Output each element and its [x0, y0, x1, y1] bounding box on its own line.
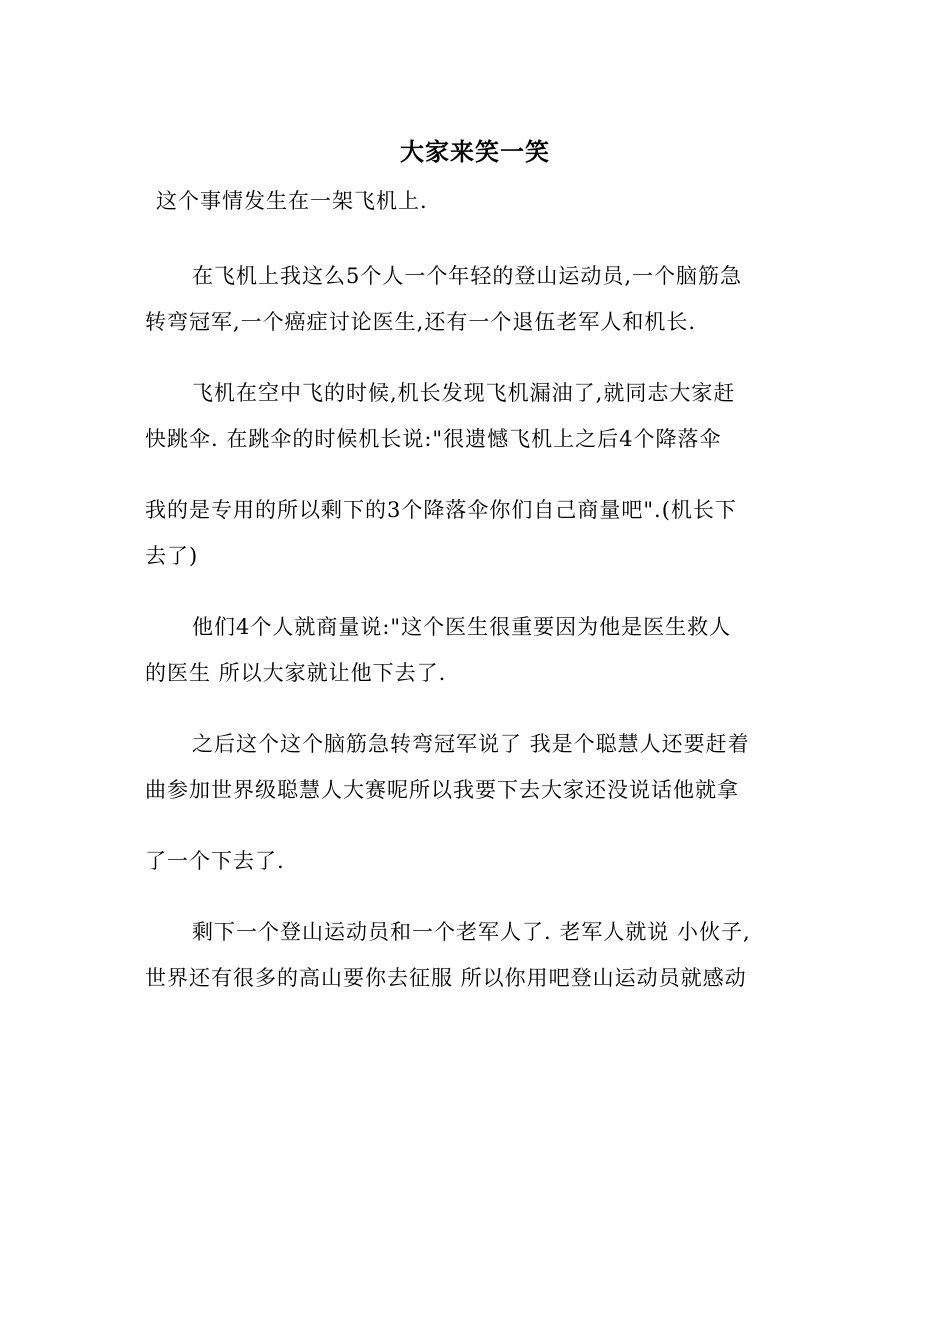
- text-line: 去了): [145, 544, 199, 568]
- text-line: 之后这个这个脑筋急转弯冠军说了 我是个聪慧人还要赶着: [192, 732, 750, 756]
- document-body: [145, 253, 809, 1001]
- text-line: 转弯冠军,一个癌症讨论医生,还有一个退伍老军人和机长.: [145, 310, 697, 334]
- text-line: 快跳伞. 在跳伞的时候机长说:"很遗憾飞机上之后4个降落伞: [145, 427, 722, 451]
- text-line: 他们4个人就商量说:"这个医生很重要因为他是医生救人: [192, 615, 732, 639]
- text-line: 我的是专用的所以剩下的3个降落伞你们自己商量吧".(机长下: [145, 498, 737, 522]
- intro-line: 这个事情发生在一架飞机上.: [156, 189, 428, 213]
- text-line: 飞机在空中飞的时候,机长发现飞机漏油了,就同志大家赶: [192, 381, 736, 405]
- paragraph: [145, 909, 809, 1001]
- paragraph: [145, 604, 809, 696]
- paragraph: [145, 721, 809, 884]
- text-line: 曲参加世界级聪慧人大赛呢所以我要下去大家还没说话他就拿: [145, 778, 739, 802]
- text-line: 的医生 所以大家就让他下去了.: [145, 661, 447, 685]
- document-title: 大家来笑一笑: [400, 138, 550, 166]
- text-line: 剩下一个登山运动员和一个老军人了. 老军人就说 小伙子,: [192, 920, 751, 944]
- text-line: 了一个下去了.: [145, 849, 285, 873]
- paragraph: [145, 253, 809, 345]
- paragraph: [145, 370, 809, 579]
- text-line: 世界还有很多的高山要你去征服 所以你用吧登山运动员就感动: [145, 966, 747, 990]
- text-line: 在飞机上我这么5个人一个年轻的登山运动员,一个脑筋急: [192, 264, 743, 288]
